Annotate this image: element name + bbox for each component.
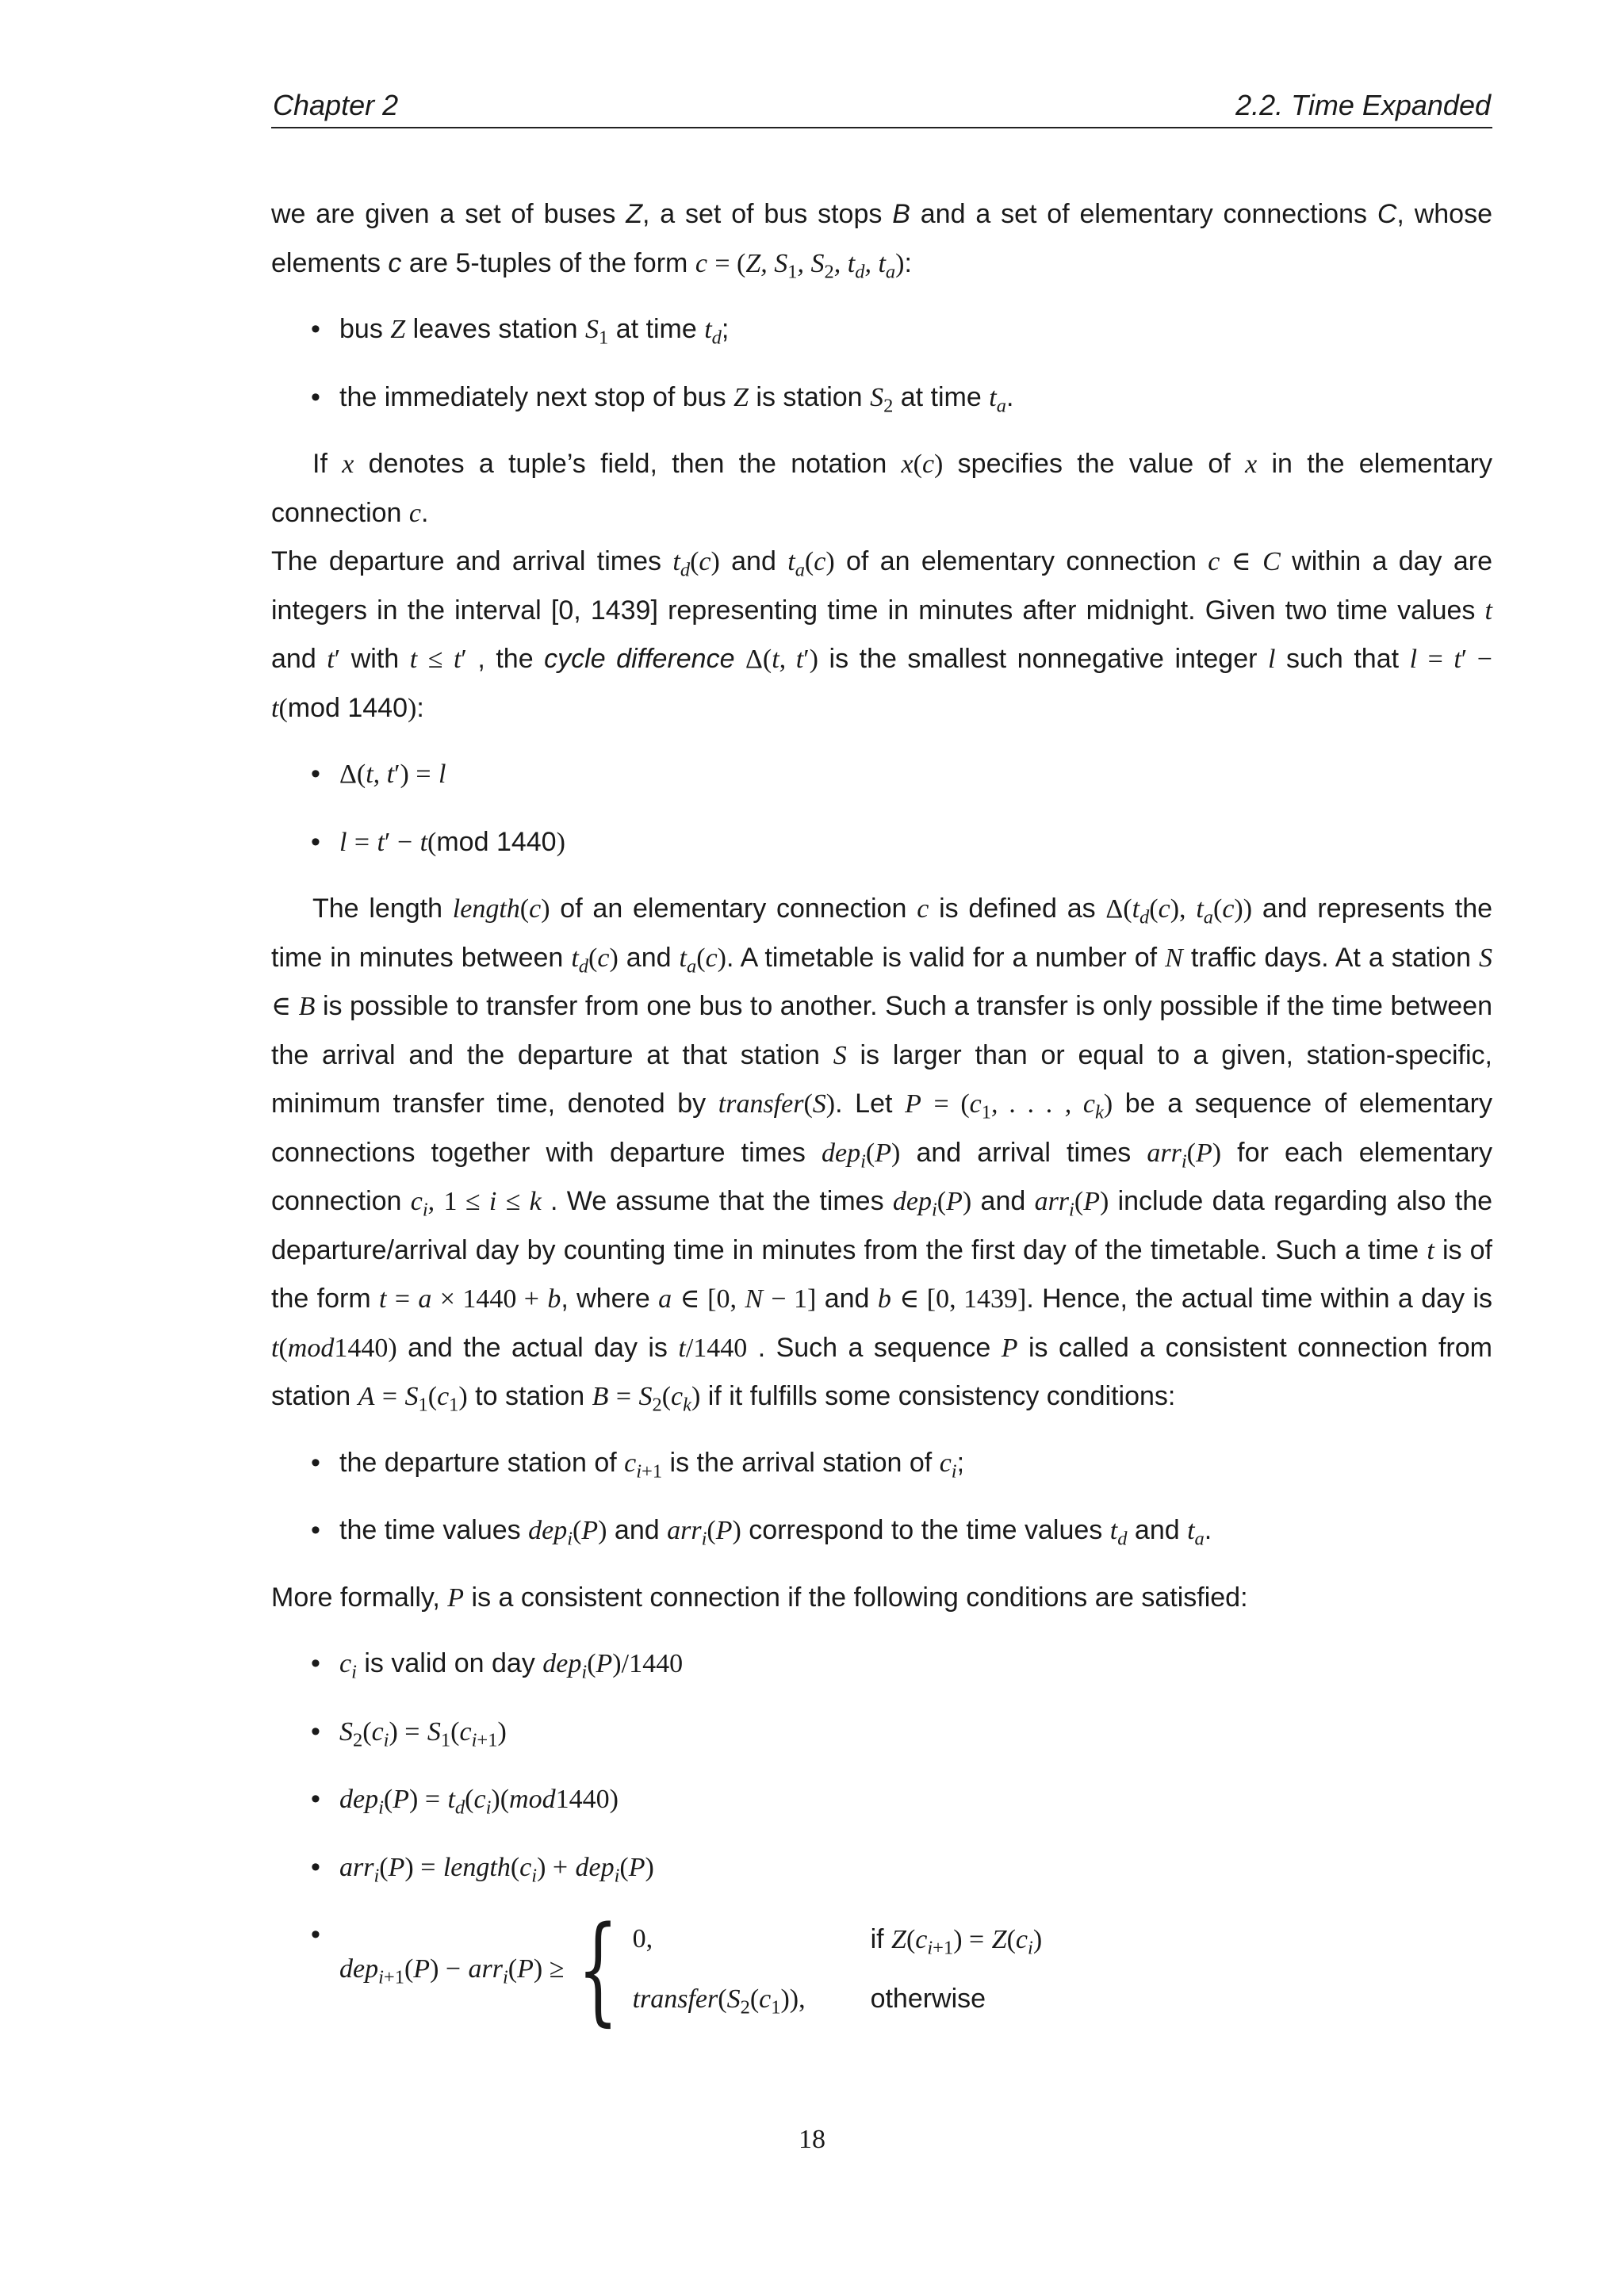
list-item: • $S_2(c_i) = S_1(c_{i+1})$: [271, 1708, 1492, 1757]
left-brace-symbol: {: [577, 1901, 619, 2038]
list-item: • $dep_i(P) = t_d(c_i)(mod1440)$: [271, 1775, 1492, 1824]
list-item: • Δ(t, t′) = l: [271, 750, 1492, 799]
list-item: • the time values dep$_i$(P) and arr$_i$(P) correspond to the time values $t_d$ and $t_a$.: [271, 1506, 1492, 1556]
paragraph-formal: More formally, P is a consistent connection if the following conditions are satisfied:: [271, 1582, 1248, 1613]
list-item: • $c_i$ is valid on day dep$_i$(P)/1440: [271, 1640, 1492, 1689]
chapter-label: Chapter 2: [273, 89, 399, 121]
formal-conditions-list: [271, 1640, 1492, 2038]
list-item: • $arr_i(P) = length(c_i) + dep_i(P)$: [271, 1843, 1492, 1892]
paragraph-notation: If x denotes a tuple’s field, then the notation x(c) specifies the value of x in the elementary connection c.: [271, 449, 1492, 528]
paragraph-cycle-difference: The departure and arrival times $t_d(c)$ and $t_a(c)$ of an elementary connection c ∈ C within a day are integers in the interval [0, 1439] representing time in minutes after midnight. Given two time values t and t′ with t ≤ t′ , the cycle difference Δ(t, t′) is the smallest nonnegative integer l such that l = t′ − t(mod 1440):: [271, 546, 1492, 723]
piecewise-cases: 0, if $Z(c_{i+1}) = Z(c_i)$ $transfer(S_2(c_1))$, otherwise: [632, 1924, 1043, 2019]
list-item: • bus Z leaves station $S_1$ at time $t_d$;: [271, 305, 1492, 354]
list-item: • the immediately next stop of bus Z is station $S_2$ at time $t_a$.: [271, 373, 1492, 423]
paragraph-consistent-connection: The length length(c) of an elementary connection c is defined as $\Delta(t_d(c)$, $t_a(c)$) and represents the time in minutes between $t_d(c)$ and $t_a(c)$. A timetable is valid for a number of N traffic days. At a station S ∈ B is possible to transfer from one bus to another. Such a transfer is only possible if the time between the arrival and the departure at that station S is larger than or equal to a given, station-specific, minimum transfer time, denoted by transfer(S). Let $P = (c_1$, . . . , $c_k$) be a sequence of elementary connections together with departure times dep$_i$(P) and arrival times arr$_i$(P) for each elementary connection $c_i$, 1 ≤ i ≤ k . We assume that the times dep$_i$(P) and arr$_i$(P) include data regarding also the departure/arrival day by counting time in minutes from the first day of the timetable. Such a time t is of the form t = a × 1440 + b, where a ∈ [0, N − 1] and b ∈ [0, 1439]. Hence, the actual time within a day is t(mod1440) and the actual day is t/1440 . Such a sequence P is called a consistent connection from station $A = S_1(c_1)$ to station $B = S_2(c_k)$ if it fulfills some consistency conditions:: [271, 894, 1493, 1416]
page-body: [271, 190, 1492, 2046]
page-number: 18: [799, 2125, 825, 2154]
consistency-conditions-list: [271, 1439, 1492, 1556]
list-item: • l = t′ − t(mod 1440): [271, 818, 1492, 867]
cycle-difference-list: [271, 750, 1492, 867]
list-item: • the departure station of $c_{i+1}$ is the arrival station of $c_i$;: [271, 1439, 1492, 1488]
paragraph-intro: we are given a set of buses Z, a set of bus stops B and a set of elementary connections C, whose elements c are 5-tuples of the form c = (Z, $S_1$, $S_2$, $t_d$, $t_a$):: [271, 199, 1492, 282]
tuple-definition-list: [271, 305, 1492, 422]
section-label: 2.2. Time Expanded: [1235, 89, 1491, 121]
list-item: • dep$_{i+1}$(P) − arr$_i$(P) ≥ { 0, if $Z(c_{i+1}) = Z(c_i)$ $transfer(S_2(c_1))$, otherwise: [271, 1911, 1492, 2028]
running-header: [271, 87, 1492, 128]
